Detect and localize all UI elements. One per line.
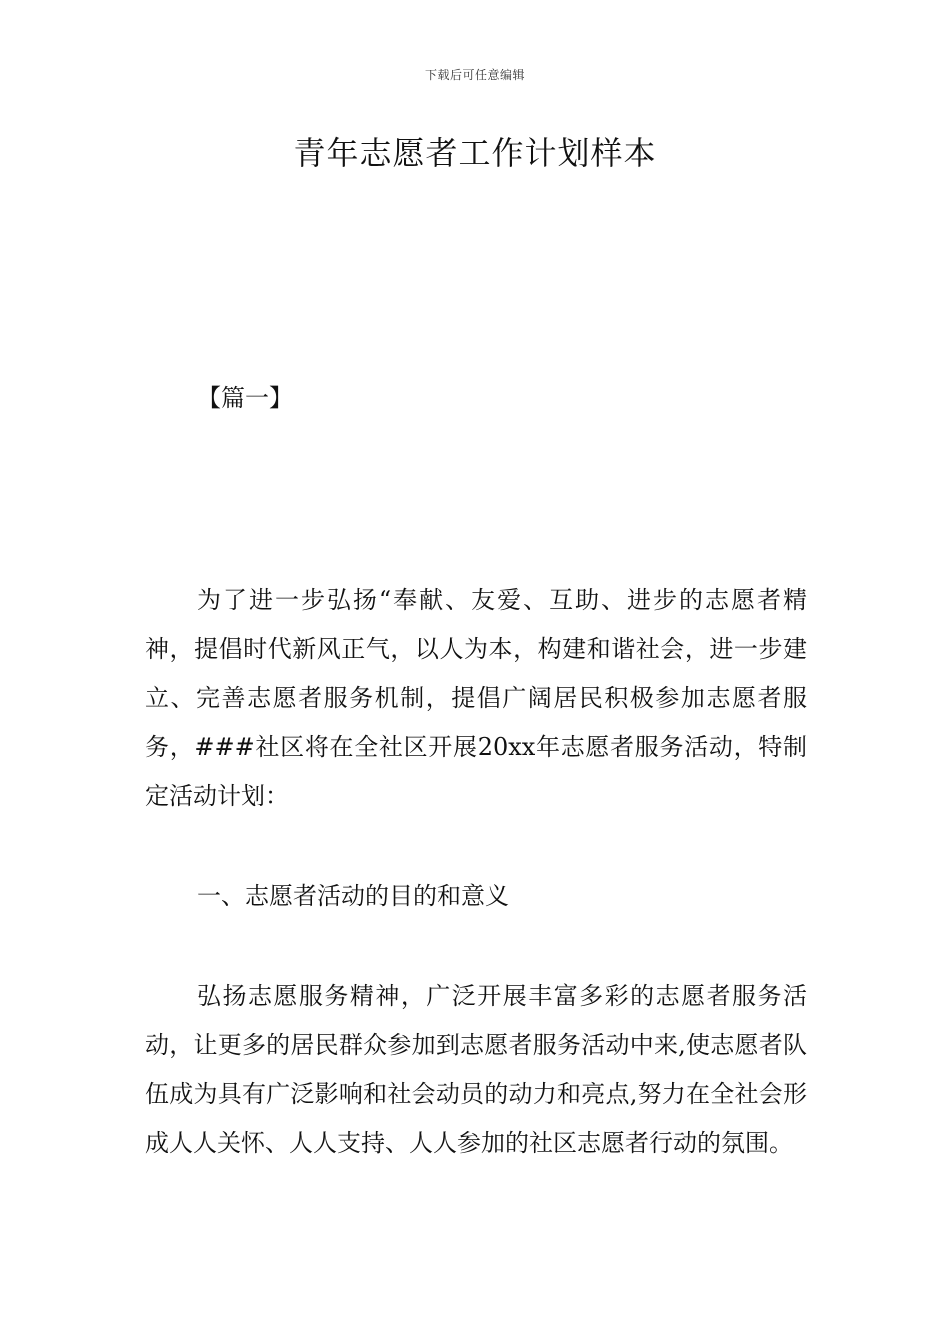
- body-paragraph-2: 弘扬志愿服务精神，广泛开展丰富多彩的志愿者服务活动，让更多的居民群众参加到志愿者服务活动中来,使志愿者队伍成为具有广泛影响和社会动员的动力和亮点,努力在全社会形成人人关怀、人人支持、人人参加的社区志愿者行动的氛围。: [145, 982, 807, 1157]
- section-heading-1: 一、志愿者活动的目的和意义: [197, 882, 509, 910]
- section-label: 【篇一】: [197, 384, 293, 412]
- document-title: 青年志愿者工作计划样本: [293, 134, 657, 172]
- header-note: 下载后可任意编辑: [424, 68, 525, 82]
- body-paragraph-1: 为了进一步弘扬“奉献、友爱、互助、进步的志愿者精神，提倡时代新风正气，以人为本，构建和谐社会，进一步建立、完善志愿者服务机制，提倡广阔居民积极参加志愿者服务，###社区将在全社区开展20xx年志愿者服务活动，特制定活动计划：: [145, 586, 807, 810]
